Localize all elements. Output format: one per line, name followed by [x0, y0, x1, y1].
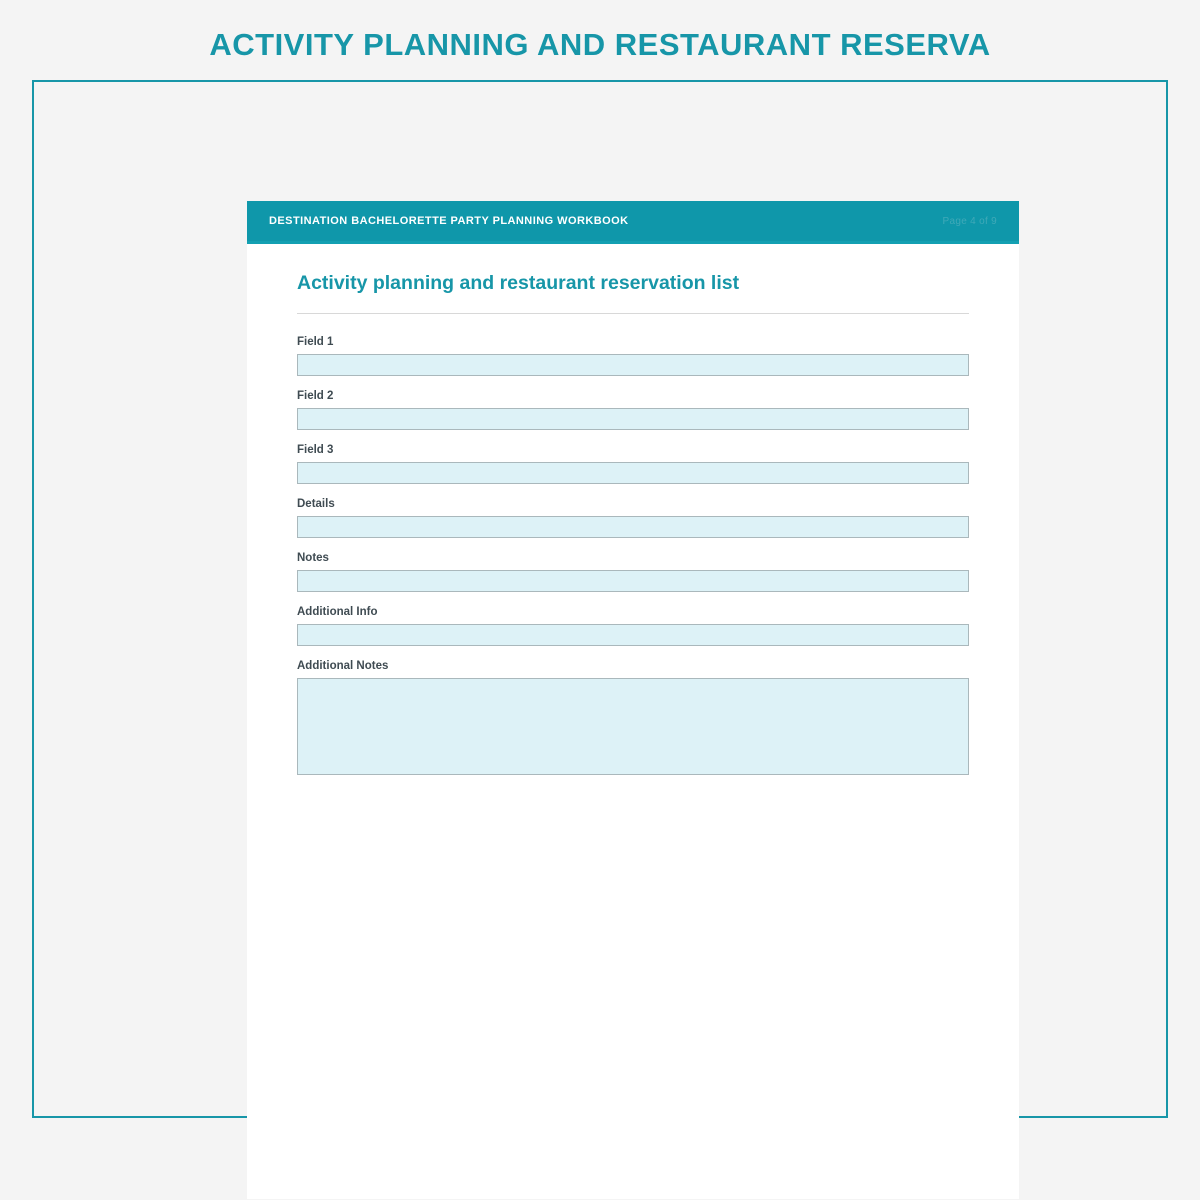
notes-input[interactable]	[297, 570, 969, 592]
document-body	[247, 244, 1019, 775]
form-field-additional-notes	[297, 660, 969, 775]
workbook-title: DESTINATION BACHELORETTE PARTY PLANNING WORKBOOK	[269, 215, 629, 227]
form-field-field-3	[297, 444, 969, 484]
field-label: Field 1	[297, 336, 334, 348]
document-preview	[247, 201, 1019, 1199]
field-label: Details	[297, 498, 335, 510]
form-field-notes	[297, 552, 969, 592]
form-field-field-2	[297, 390, 969, 430]
document-header-bar	[247, 201, 1019, 241]
field-1-input[interactable]	[297, 354, 969, 376]
field-label: Field 3	[297, 444, 334, 456]
field-label: Field 2	[297, 390, 334, 402]
field-label: Additional Notes	[297, 660, 389, 672]
outer-frame	[32, 80, 1168, 1118]
page-title: ACTIVITY PLANNING AND RESTAURANT RESERVA	[209, 27, 991, 62]
field-label: Notes	[297, 552, 329, 564]
additional-info-input[interactable]	[297, 624, 969, 646]
field-3-input[interactable]	[297, 462, 969, 484]
field-2-input[interactable]	[297, 408, 969, 430]
page-indicator: Page 4 of 9	[942, 215, 997, 227]
form-field-details	[297, 498, 969, 538]
form-field-additional-info	[297, 606, 969, 646]
additional-notes-textarea[interactable]	[297, 678, 969, 775]
details-input[interactable]	[297, 516, 969, 538]
section-heading: Activity planning and restaurant reservation list	[297, 272, 969, 314]
form-field-field-1	[297, 336, 969, 376]
field-label: Additional Info	[297, 606, 378, 618]
